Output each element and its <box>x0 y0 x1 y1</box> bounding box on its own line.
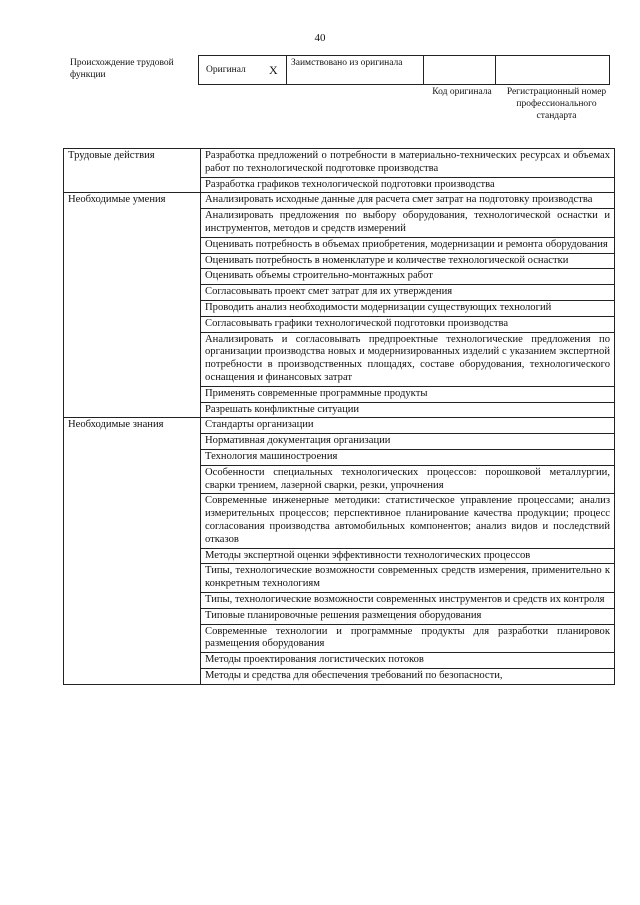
item-cell: Оценивать потребность в объемах приобретения, модернизации и ремонта оборудования <box>201 237 615 253</box>
item-cell: Анализировать предложения по выбору оборудования, технологической оснастки и инструментов, методов и средств измерений <box>201 209 615 238</box>
item-cell: Технология машиностроения <box>201 449 615 465</box>
item-cell: Типовые планировочные решения размещения оборудования <box>201 608 615 624</box>
item-cell: Современные инженерные методики: статистическое управление процессами; анализ измерительных процессов; перспективное планирование качества продукции; процесс согласования производства автомобильных компонентов; анализ видов и последствий отказов <box>201 494 615 548</box>
table-row <box>64 418 615 434</box>
table-row <box>64 149 615 178</box>
page-number: 40 <box>314 32 326 44</box>
item-cell: Методы экспертной оценки эффективности технологических процессов <box>201 548 615 564</box>
table-row <box>64 193 615 209</box>
item-cell: Методы проектирования логистических потоков <box>201 653 615 669</box>
origin-box <box>198 55 610 85</box>
item-cell: Разработка графиков технологической подготовки производства <box>201 177 615 193</box>
origin-original-cell <box>199 56 287 84</box>
item-cell: Типы, технологические возможности современных средств измерения, применительно к конкретным технологиям <box>201 564 615 593</box>
original-label: Оригинал <box>206 65 246 75</box>
registration-number-cell <box>496 56 609 84</box>
item-cell: Оценивать объемы строительно-монтажных работ <box>201 269 615 285</box>
item-cell: Проводить анализ необходимости модернизации существующих технологий <box>201 300 615 316</box>
item-cell: Анализировать исходные данные для расчета смет затрат на подготовку производства <box>201 193 615 209</box>
item-cell: Оценивать потребность в номенклатуре и количестве технологической оснастки <box>201 253 615 269</box>
item-cell: Нормативная документация организации <box>201 434 615 450</box>
category-cell: Трудовые действия <box>64 149 201 193</box>
item-cell: Современные технологии и программные продукты для разработки планировок размещения оборудования <box>201 624 615 653</box>
item-cell: Типы, технологические возможности современных инструментов и средств их контроля <box>201 592 615 608</box>
item-cell: Анализировать и согласовывать предпроектные технологические предложения по организации производства новых и модернизированных изделий с указанием экспертной потребности в производственных площадях, составе оборудования, технологического оснащения и финансовых затрат <box>201 332 615 386</box>
item-cell: Согласовывать проект смет затрат для их утверждения <box>201 285 615 301</box>
item-cell: Разрешать конфликтные ситуации <box>201 402 615 418</box>
category-cell: Необходимые знания <box>64 418 201 684</box>
item-cell: Применять современные программные продукты <box>201 386 615 402</box>
item-cell: Особенности специальных технологических процессов: порошковой металлургии, сварки трением, лазерной сварки, резки, упрочнения <box>201 465 615 494</box>
category-cell: Необходимые умения <box>64 193 201 418</box>
registration-caption: Регистрационный номер профессионального стандарта <box>506 87 607 121</box>
original-code-cell <box>424 56 496 84</box>
item-cell: Стандарты организации <box>201 418 615 434</box>
labor-function-table <box>63 148 615 685</box>
borrowed-label: Заимствовано из оригинала <box>291 58 403 68</box>
item-cell: Согласовывать графики технологической подготовки производства <box>201 316 615 332</box>
item-cell: Разработка предложений о потребности в материально-технических ресурсах и объемах работ по технологической подготовке производства <box>201 149 615 178</box>
borrowed-cell <box>287 56 424 84</box>
item-cell: Методы и средства для обеспечения требований по безопасности, <box>201 668 615 684</box>
original-mark: X <box>269 63 278 77</box>
origin-label: Происхождение трудовой функции <box>70 58 174 80</box>
code-caption: Код оригинала <box>432 87 492 97</box>
